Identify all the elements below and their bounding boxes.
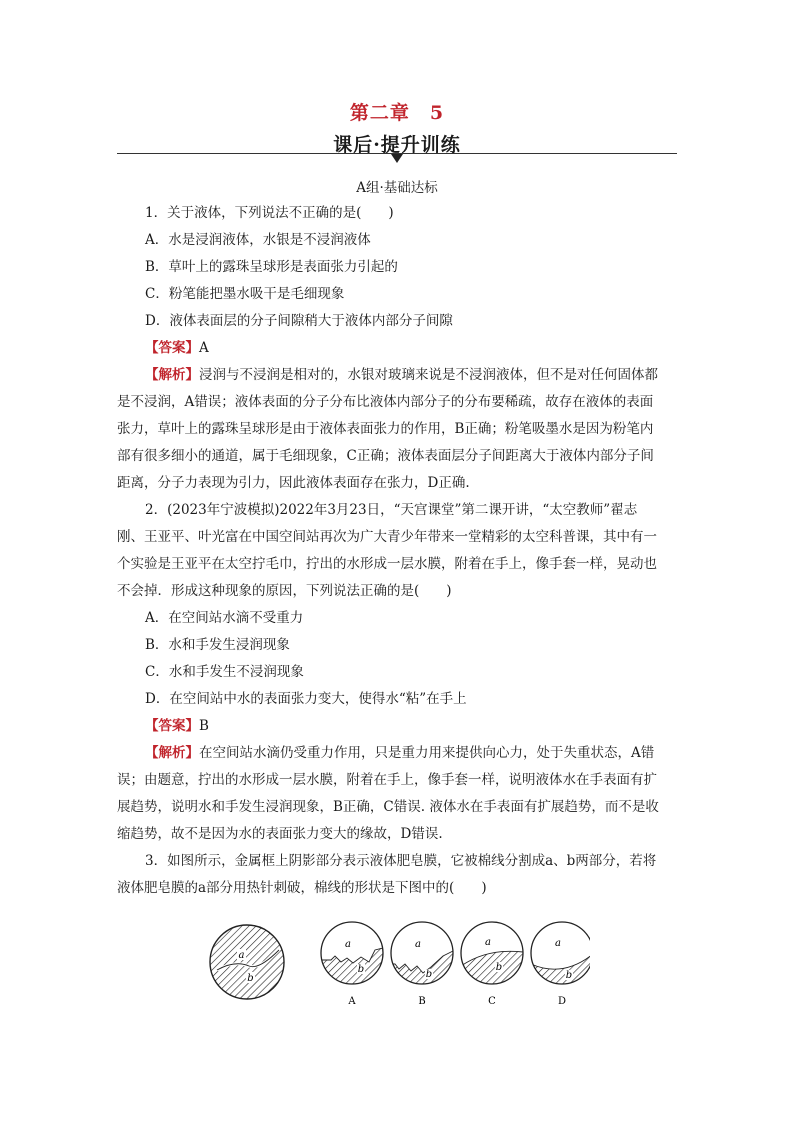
q2-stem-line: 刚、王亚平、叶光富在中国空间站再次为广大青少年带来一堂精彩的太空科普课，其中有一 [117,529,657,545]
q2-stem-line: 2．(2023年宁波模拟)2022年3月23日，“天宫课堂”第二课开讲，“太空教师”翟志 [145,502,638,518]
main-frame-circle [210,925,284,999]
analysis-text: 在空间站水滴仍受重力作用，只是重力用来提供向心力，处于失重状态，A错 [199,745,655,761]
main-label-a: a [238,950,245,961]
q1-option-a: A．水是浸润液体，水银是不浸润液体 [145,232,371,248]
q2-option-d: D．在空间站中水的表面张力变大，使得水“粘”在手上 [145,691,467,707]
q1-option-c: C．粉笔能把墨水吸干是毛细现象 [145,286,345,302]
option-a-label-bottom: b [357,964,365,975]
q1-answer-value: A [199,340,209,356]
option-b-label-bottom: b [425,969,433,980]
soap-film-figure [205,920,590,1010]
q2-answer [117,713,677,740]
q2-answer-value: B [199,718,209,734]
q1-stem: 1．关于液体，下列说法不正确的是( ) [145,205,394,221]
answer-tag: 【答案】 [145,340,199,356]
option-b-label-top: a [415,939,421,950]
soap-film-diagram [205,920,590,1010]
q2-analysis-line: 误；由题意，拧出的水形成一层水膜，附着在手上，像手套一样，说明液体水在手表面有扩 [117,772,657,788]
option-a-caption: A [348,996,356,1007]
answer-tag: 【答案】 [145,718,199,734]
q2-option-b: B．水和手发生浸润现象 [145,637,290,653]
page-subtitle: 课后·提升训练 [333,134,461,156]
triangle-marker-icon [391,154,403,163]
option-c-label-bottom: b [495,962,503,973]
option-d-caption: D [557,996,567,1007]
option-d-label-bottom: b [565,970,573,981]
q1-answer [117,335,677,362]
q2-analysis-line: 展趋势，说明水和手发生浸润现象，B正确，C错误. 液体水在手表面有扩展趋势，而不是收 [117,799,659,815]
q1-analysis-line: 张力，草叶上的露珠呈球形是由于液体表面张力的作用，B正确；粉笔吸墨水是因为粉笔内 [117,421,654,437]
q2-analysis-line [117,740,677,767]
q1-analysis-line: 是不浸润，A错误；液体表面的分子分布比液体内部分子的分布要稀疏，故存在液体的表面 [117,394,654,410]
q1-analysis-line: 部有很多细小的通道，属于毛细现象，C正确；液体表面层分子间距离大于液体内部分子间 [117,448,654,464]
option-b-frame [387,922,457,1007]
main-frame [210,925,284,999]
q2-option-c: C．水和手发生不浸润现象 [145,664,304,680]
option-c-frame [457,922,527,1007]
option-d-label-top: a [555,938,561,949]
option-c-label-top: a [485,937,491,948]
q3-stem-line: 3．如图所示，金属框上阴影部分表示液体肥皂膜，它被棉线分割成a、b两部分，若将 [145,853,657,869]
main-label-b: b [247,973,254,984]
option-d-frame [527,922,590,1007]
q1-option-d: D．液体表面层的分子间隙稍大于液体内部分子间隙 [145,313,453,329]
q2-stem-line: 不会掉．形成这种现象的原因，下列说法正确的是( ) [117,583,452,599]
option-a-label-top: a [345,939,351,950]
section-heading: A组·基础达标 [356,180,438,196]
option-b-caption: B [418,996,426,1007]
q2-analysis-line: 缩趋势，故不是因为水的表面张力变大的缘故，D错误. [117,826,443,842]
analysis-text: 浸润与不浸润是相对的，水银对玻璃来说是不浸润液体，但不是对任何固体都 [199,367,658,383]
option-a-frame [317,922,387,1007]
q3-stem-line: 液体肥皂膜的a部分用热针刺破，棉线的形状是下图中的( ) [117,880,487,896]
chapter-heading: 第二章 5 [349,102,445,124]
q1-option-b: B．草叶上的露珠呈球形是表面张力引起的 [145,259,398,275]
analysis-tag: 【解析】 [145,745,199,761]
document-body [117,200,677,902]
option-c-caption: C [488,996,496,1007]
q1-analysis-line: 距离，分子力表现为引力，因此液体表面存在张力，D正确. [117,475,470,491]
q2-stem-line: 个实验是王亚平在太空拧毛巾，拧出的水形成一层水膜，附着在手上，像手套一样，晃动也 [117,556,657,572]
analysis-tag: 【解析】 [145,367,199,383]
q2-option-a: A．在空间站水滴不受重力 [145,610,304,626]
q1-analysis-line [117,362,677,389]
